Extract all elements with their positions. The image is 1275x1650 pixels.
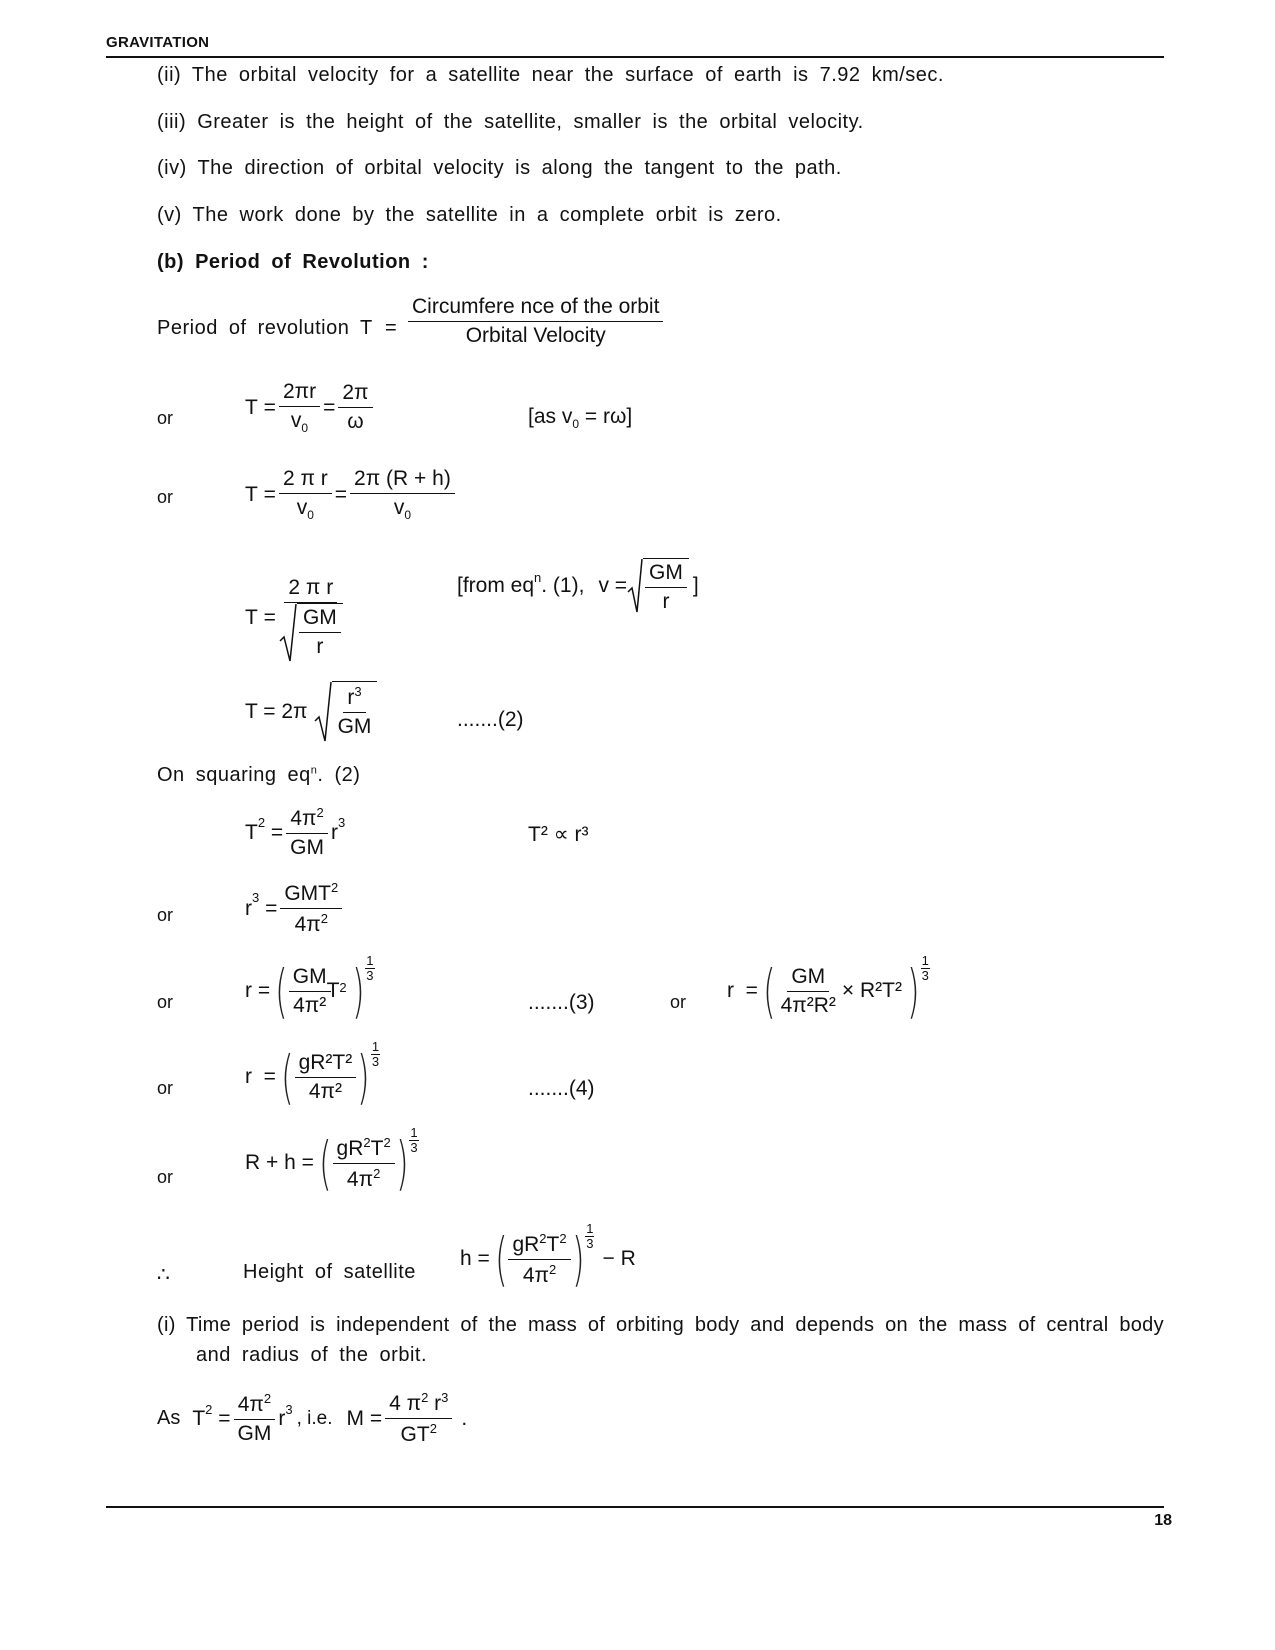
equation-6: r $^3$ = $\frac{GMT^2}{4\pi^2}$: [245, 880, 345, 937]
or-label-2: or: [157, 487, 174, 507]
equation-8: r = ( $\frac{\text{gR²T²}}{\text{4π²}}$ ) 1 3: [245, 1039, 380, 1111]
equation-10: h = ( $\frac{gR^2T^2}{4\pi^2}$ ) 1 3 − R: [460, 1221, 636, 1293]
point-i-line2: and radius of the orbit.: [196, 1344, 428, 1366]
eq7-alt-or: or: [670, 992, 687, 1012]
page-number: 18: [1154, 1512, 1172, 1529]
eq3-note-sqrt: $\frac{GM}{r}$: [627, 558, 689, 614]
eq1-note: [as $v_0 = r\omega$]: [528, 405, 633, 432]
point-v: (v) The work done by the satellite in a complete orbit is zero.: [157, 204, 782, 226]
equation-2: T = $\frac{\text{2 π r}}{v_0}$ = $\frac{2\pi (R + h)}{v_0}$: [245, 467, 458, 522]
eq3-sqrt: $\frac{GM}{r}$: [279, 603, 343, 663]
therefore-symbol: ∴: [157, 1264, 170, 1286]
or-label-6: or: [157, 1167, 174, 1187]
period-denominator: Orbital Velocity: [465, 324, 606, 347]
eq2-lhs: T: [245, 482, 258, 506]
proportionality: T² ∝ r³: [528, 823, 589, 846]
equation-5: T $^2$ = $\frac{4\pi^2}{GM}$ r $^3$: [245, 805, 346, 859]
section-heading-period: (b) Period of Revolution :: [157, 251, 429, 273]
page-header-title: GRAVITATION: [106, 34, 210, 51]
equation-11: As T $^2$ = $\frac{4\pi^2}{GM}$ r $^3$ , i.e. M = $\frac{4 \pi^2 r^3}{GT^2}$ .: [157, 1390, 468, 1446]
eq7-tag: .......(3): [528, 991, 595, 1014]
header-rule: [106, 56, 1164, 58]
equation-9: R + h = ( $\frac{gR^2T^2}{4\pi^2}$ ) 1 3: [245, 1125, 418, 1197]
eq3-note: [from eq $^n$ . (1), v = $\frac{GM}{r}$ ]: [457, 558, 699, 614]
equation-7-alt: r = ( $\frac{GM}{\text{4π²R²}}$ × R²T² ) 1 3: [727, 953, 929, 1025]
period-label: Period of revolution T: [157, 317, 373, 339]
point-i-line1: (i) Time period is independent of the mass of orbiting body and depends on the mass of central body: [157, 1314, 1164, 1336]
eq1-den1-sub: 0: [301, 421, 309, 436]
eq3-lhs: T: [245, 605, 258, 629]
eq2-num1: 2 π r: [279, 467, 332, 494]
period-equals: =: [385, 317, 398, 339]
point-iii: (iii) Greater is the height of the satellite, smaller is the orbital velocity.: [157, 111, 864, 133]
or-label-3: or: [157, 905, 174, 925]
or-label-5: or: [157, 1078, 174, 1098]
eq8-tag: .......(4): [528, 1077, 595, 1100]
squaring-text: On squaring $eq^n$. (2): [157, 764, 361, 786]
eq4-lhs: T = 2π: [245, 700, 308, 723]
point-ii: (ii) The orbital velocity for a satellite near the surface of earth is 7.92 km/sec.: [157, 64, 944, 86]
equation-7: r = ( $\frac{GM}{\text{4π²}}$ T 2 ) 1 3: [245, 953, 374, 1025]
eq1-den1: v: [290, 409, 302, 432]
footer-rule: [106, 1506, 1164, 1508]
or-label-4: or: [157, 992, 174, 1012]
eq1-num1: 2πr: [279, 380, 320, 407]
point-iv: (iv) The direction of orbital velocity is along the tangent to the path.: [157, 157, 842, 179]
eq4-tag: .......(2): [457, 708, 524, 731]
period-numerator: Circumfere nce of the orbit: [408, 295, 663, 322]
eq3-num: 2 π r: [284, 576, 337, 603]
eq1-den2: ω: [347, 410, 364, 434]
period-fraction: [408, 295, 663, 348]
equation-3: T = $\frac{\text{2 π r}}{\frac{GM}{r}}$: [245, 566, 346, 669]
equation-4: [245, 681, 377, 743]
height-label: Height of satellite: [243, 1261, 416, 1283]
eq4-sqrt: $\frac{r^3}{GM}$: [314, 681, 378, 743]
eq1-num2: 2π: [338, 381, 372, 408]
eq2-num2: 2π (R + h): [350, 467, 455, 494]
eq1-lhs: T: [245, 395, 258, 419]
or-label-1: or: [157, 408, 174, 428]
equation-1: T = $\frac{2\pi r}{v_0}$ = $\frac{2\pi}{\omega}$: [245, 380, 376, 435]
